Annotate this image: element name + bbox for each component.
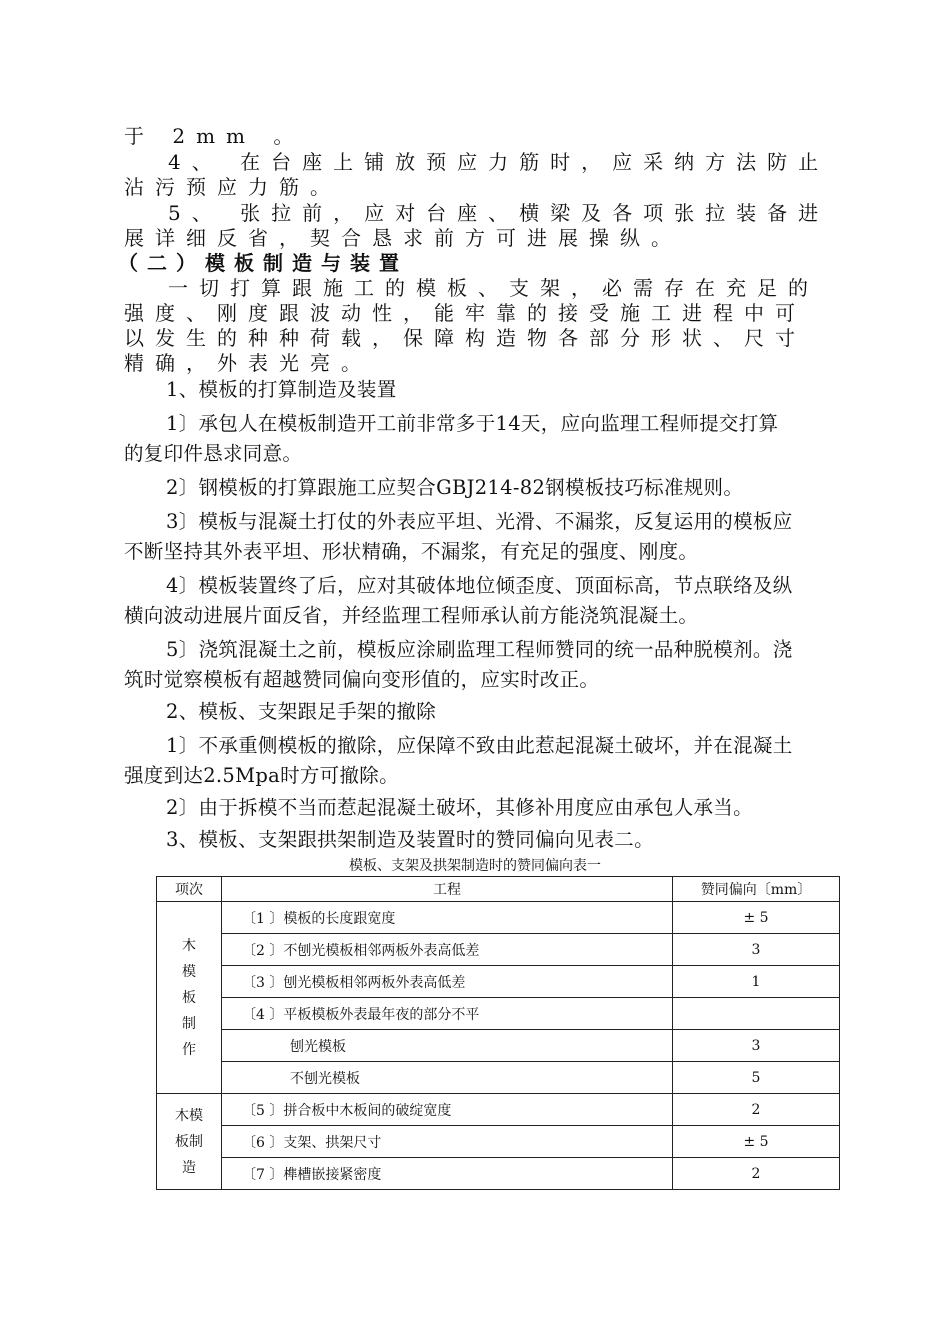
table-row xyxy=(157,1126,840,1158)
header-cell: 赞同偏向〔mm〕 xyxy=(673,877,840,902)
text-line: 强度、刚度跟波动性，能牢靠的接受施工进程中可 xyxy=(124,301,806,325)
value-cell: 5 xyxy=(673,1062,840,1094)
text-line: 3、模板、支架跟拱架制造及装置时的赞同偏向见表二。 xyxy=(166,828,654,851)
value-cell: ± 5 xyxy=(673,1126,840,1158)
item-cell: 〔4 〕平板模板外表最年夜的部分不平 xyxy=(222,998,673,1030)
text-line: 4、 在台座上铺放预应力筋时，应采纳方法防止 xyxy=(168,150,830,174)
value-cell: 1 xyxy=(673,966,840,998)
text-line: 的复印件恳求同意。 xyxy=(124,442,303,465)
value-cell: 3 xyxy=(673,934,840,966)
group-label: 木模板制造 xyxy=(174,1107,203,1176)
table-row xyxy=(157,1094,840,1126)
text-line: 3〕模板与混凝土打仗的外表应平坦、光滑、不漏浆，反复运用的模板应 xyxy=(166,510,793,533)
text-line: 以发生的种种荷载，保障构造物各部分形状、尺寸 xyxy=(124,326,806,350)
text-line: 筑时觉察模板有超越赞同偏向变形值的，应实时改正。 xyxy=(124,668,600,691)
table-row xyxy=(157,1062,840,1094)
text-line: 横向波动进展片面反省，并经监理工程师承认前方能浇筑混凝土。 xyxy=(124,604,699,627)
text-line: 4〕模板装置终了后，应对其破体地位倾歪度、顶面标高，节点联络及纵 xyxy=(166,574,793,597)
text-line: 5、 张拉前，应对台座、横梁及各项张拉装备进 xyxy=(168,201,830,225)
item-cell: 〔7 〕榫槽嵌接紧密度 xyxy=(222,1158,673,1190)
item-cell: 〔3 〕刨光模板相邻两板外表高低差 xyxy=(222,966,673,998)
value-cell: 2 xyxy=(673,1158,840,1190)
value-cell: 2 xyxy=(673,1094,840,1126)
tolerance-table xyxy=(156,876,840,1190)
table-row xyxy=(157,1030,840,1062)
subheading: 2、模板、支架跟足手架的撤除 xyxy=(166,700,437,723)
group-label: 木模板制作 xyxy=(181,937,196,1058)
text-line: 于 2mm 。 xyxy=(124,124,305,148)
item-cell: 〔5 〕拼合板中木板间的破绽宽度 xyxy=(222,1094,673,1126)
table-row xyxy=(157,1158,840,1190)
value-cell: 3 xyxy=(673,1030,840,1062)
text-line: 1〕承包人在模板制造开工前非常多于14天，应向监理工程师提交打算 xyxy=(166,412,779,435)
item-cell: 〔6 〕支架、拱架尺寸 xyxy=(222,1126,673,1158)
text-line: 5〕浇筑混凝土之前，模板应涂刷监理工程师赞同的统一品种脱模剂。浇 xyxy=(166,638,793,661)
item-cell: 刨光模板 xyxy=(222,1030,673,1062)
text-line: 强度到达2.5Mpa时方可撤除。 xyxy=(124,764,399,787)
text-line: 沾污预应力筋。 xyxy=(124,175,341,199)
table-row xyxy=(157,902,840,934)
subheading: 1、模板的打算制造及装置 xyxy=(166,378,397,401)
group-label-cell xyxy=(157,1094,222,1190)
text-line: 2〕钢模板的打算跟施工应契合GBJ214-82钢模板技巧标准规则。 xyxy=(166,476,744,499)
text-line: 精确，外表光亮。 xyxy=(124,351,372,375)
item-cell: 〔2 〕不刨光模板相邻两板外表高低差 xyxy=(222,934,673,966)
text-line: 1〕不承重侧模板的撤除，应保障不致由此惹起混凝土破坏，并在混凝土 xyxy=(166,734,793,757)
table-header-row xyxy=(157,877,840,902)
text-line: 一切打算跟施工的模板、支架，必需存在充足的 xyxy=(168,276,819,300)
item-cell: 不刨光模板 xyxy=(222,1062,673,1094)
table-row xyxy=(157,966,840,998)
header-cell: 工程 xyxy=(222,877,673,902)
table-caption: 模板、支架及拱架制造时的赞同偏向表一 xyxy=(349,858,601,874)
table-row xyxy=(157,998,840,1030)
section-heading: （二）模板制造与装置 xyxy=(118,251,408,275)
group-label-cell xyxy=(157,902,222,1094)
item-cell: 〔1 〕模板的长度跟宽度 xyxy=(222,902,673,934)
table-row xyxy=(157,934,840,966)
text-line: 不断坚持其外表平坦、形状精确，不漏浆，有充足的强度、刚度。 xyxy=(124,540,699,563)
text-line: 展详细反省，契合恳求前方可进展操纵。 xyxy=(124,226,682,250)
header-cell: 项次 xyxy=(157,877,222,902)
value-cell xyxy=(673,998,840,1030)
value-cell: ± 5 xyxy=(673,902,840,934)
text-line: 2〕由于拆模不当而惹起混凝土破坏，其修补用度应由承包人承当。 xyxy=(166,796,753,819)
